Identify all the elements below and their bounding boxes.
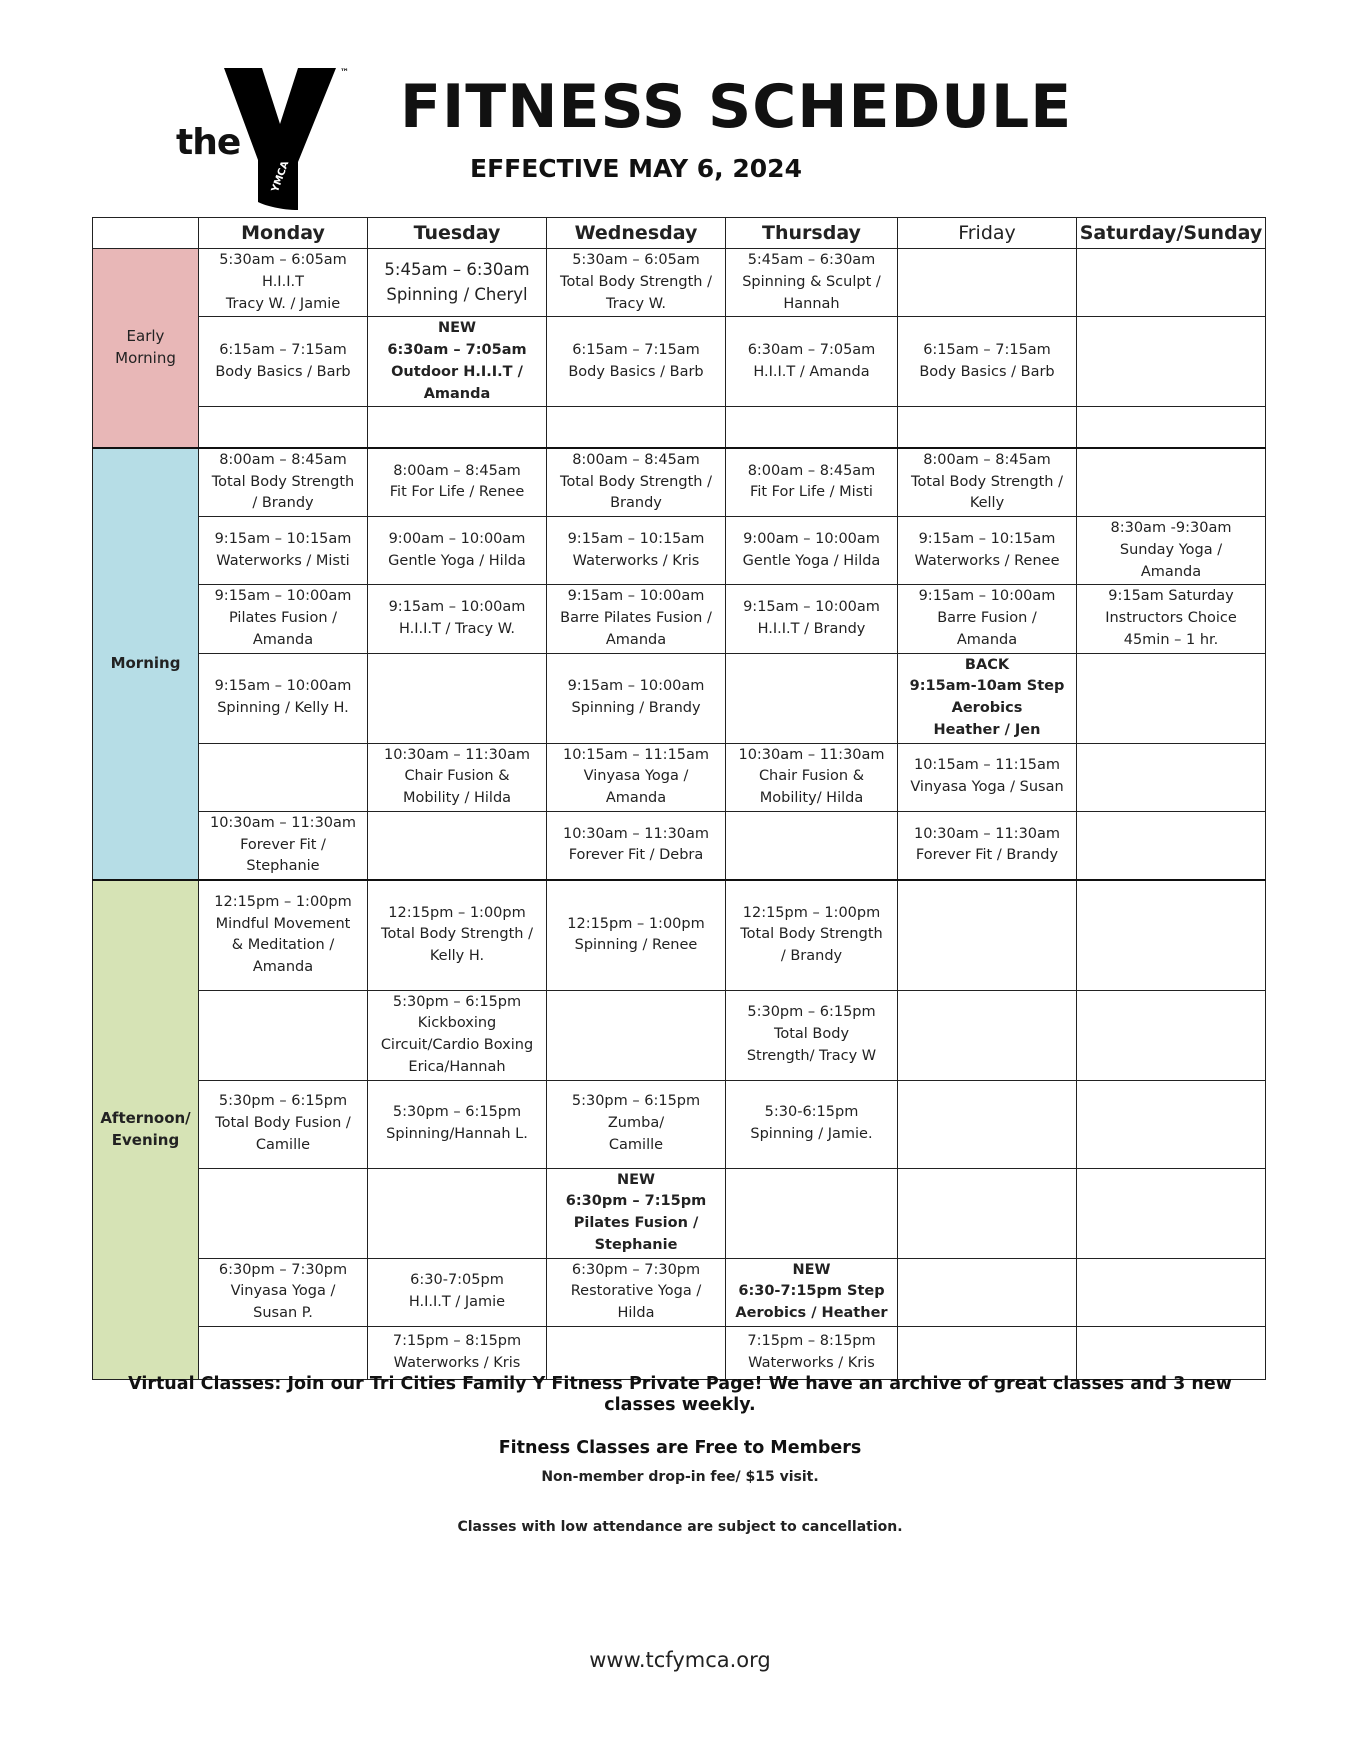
day-header: Saturday/Sunday [1077, 218, 1266, 249]
class-cell: 6:30am – 7:05am H.I.I.T / Amanda [726, 317, 898, 407]
class-cell: 9:00am – 10:00am Gentle Yoga / Hilda [368, 517, 547, 585]
class-cell: 5:45am – 6:30am Spinning / Cheryl [368, 249, 547, 317]
class-cell: 9:15am – 10:00am H.I.I.T / Tracy W. [368, 585, 547, 653]
class-cell: 9:15am – 10:00am Barre Fusion / Amanda [898, 585, 1077, 653]
table-row [93, 585, 1266, 653]
class-cell: 6:15am – 7:15am Body Basics / Barb [898, 317, 1077, 407]
class-cell: 5:30pm – 6:15pm Kickboxing Circuit/Cardio Boxing Erica/Hannah [368, 990, 547, 1080]
class-cell [726, 1168, 898, 1258]
class-cell: 6:30-7:05pm H.I.I.T / Jamie [368, 1258, 547, 1326]
class-cell [1077, 743, 1266, 811]
class-cell [898, 1326, 1077, 1379]
class-cell [368, 407, 547, 448]
class-cell [547, 407, 726, 448]
class-cell [726, 407, 898, 448]
table-row [93, 448, 1266, 517]
day-header-row [93, 218, 1266, 249]
table-row [93, 1080, 1266, 1168]
logo-the-text: the [176, 122, 241, 163]
effective-date: EFFECTIVE MAY 6, 2024 [470, 154, 802, 183]
class-cell [1077, 407, 1266, 448]
period-afternoon-evening: Afternoon/ Evening [93, 880, 199, 1379]
class-cell: 8:00am – 8:45am Fit For Life / Renee [368, 448, 547, 517]
page-title: FITNESS SCHEDULE [400, 72, 1073, 142]
table-row [93, 407, 1266, 448]
class-cell [898, 1258, 1077, 1326]
class-cell [1077, 1326, 1266, 1379]
class-cell [368, 1168, 547, 1258]
class-cell: 7:15pm – 8:15pm Waterworks / Kris [368, 1326, 547, 1379]
virtual-classes-note: Virtual Classes: Join our Tri Cities Family Y Fitness Private Page! We have an archive of great classes and 3 new classes weekly. [128, 1374, 1232, 1415]
day-header: Monday [199, 218, 368, 249]
class-cell-new: NEW 6:30am – 7:05am Outdoor H.I.I.T / Amanda [368, 317, 547, 407]
class-cell: 12:15pm – 1:00pm Spinning / Renee [547, 880, 726, 990]
class-cell: 9:15am – 10:15am Waterworks / Renee [898, 517, 1077, 585]
class-cell [1077, 653, 1266, 743]
class-cell: 9:15am – 10:00am H.I.I.T / Brandy [726, 585, 898, 653]
class-cell: 8:00am – 8:45am Total Body Strength / Brandy [547, 448, 726, 517]
class-cell: 10:30am – 11:30am Chair Fusion & Mobility/ Hilda [726, 743, 898, 811]
class-cell: 8:00am – 8:45am Total Body Strength / Kelly [898, 448, 1077, 517]
ymca-logo [170, 64, 360, 214]
table-row [93, 990, 1266, 1080]
class-cell: 5:45am – 6:30am Spinning & Sculpt / Hannah [726, 249, 898, 317]
day-header: Friday [898, 218, 1077, 249]
class-cell: 9:15am – 10:00am Barre Pilates Fusion / Amanda [547, 585, 726, 653]
table-row [93, 653, 1266, 743]
corner-cell [93, 218, 199, 249]
class-cell: 8:00am – 8:45am Fit For Life / Misti [726, 448, 898, 517]
class-cell [898, 249, 1077, 317]
fitness-schedule-table [92, 217, 1266, 1380]
class-cell: 6:30pm – 7:30pm Vinyasa Yoga / Susan P. [199, 1258, 368, 1326]
class-cell [898, 990, 1077, 1080]
class-cell [1077, 1080, 1266, 1168]
class-cell [1077, 990, 1266, 1080]
table-row [93, 517, 1266, 585]
table-row [93, 1258, 1266, 1326]
table-row [93, 743, 1266, 811]
cancellation-note: Classes with low attendance are subject to cancellation. [457, 1519, 903, 1535]
table-row [93, 1326, 1266, 1379]
class-cell [898, 1080, 1077, 1168]
class-cell: 9:15am – 10:00am Spinning / Brandy [547, 653, 726, 743]
class-cell: 5:30am – 6:05am Total Body Strength / Tracy W. [547, 249, 726, 317]
class-cell [1077, 811, 1266, 880]
table-row [93, 249, 1266, 317]
class-cell-new: NEW 6:30-7:15pm Step Aerobics / Heather [726, 1258, 898, 1326]
class-cell [898, 407, 1077, 448]
day-header: Tuesday [368, 218, 547, 249]
class-cell [1077, 317, 1266, 407]
class-cell: 8:00am – 8:45am Total Body Strength / Brandy [199, 448, 368, 517]
table-row [93, 1168, 1266, 1258]
class-cell [199, 1168, 368, 1258]
class-cell [547, 1326, 726, 1379]
table-row [93, 880, 1266, 990]
class-cell: 5:30am – 6:05am H.I.I.T Tracy W. / Jamie [199, 249, 368, 317]
table-row [93, 811, 1266, 880]
class-cell: 10:30am – 11:30am Chair Fusion & Mobility / Hilda [368, 743, 547, 811]
class-cell: 5:30pm – 6:15pm Total Body Strength/ Tracy W [726, 990, 898, 1080]
class-cell: 9:15am – 10:00am Pilates Fusion / Amanda [199, 585, 368, 653]
class-cell [1077, 1258, 1266, 1326]
class-cell: 10:30am – 11:30am Forever Fit / Debra [547, 811, 726, 880]
class-cell [199, 407, 368, 448]
class-cell [1077, 1168, 1266, 1258]
class-cell [726, 653, 898, 743]
class-cell: 5:30pm – 6:15pm Spinning/Hannah L. [368, 1080, 547, 1168]
class-cell: 12:15pm – 1:00pm Mindful Movement & Meditation / Amanda [199, 880, 368, 990]
class-cell: 5:30pm – 6:15pm Zumba/ Camille [547, 1080, 726, 1168]
class-cell [368, 811, 547, 880]
class-cell [199, 743, 368, 811]
class-cell: 12:15pm – 1:00pm Total Body Strength / Kelly H. [368, 880, 547, 990]
free-to-members-note: Fitness Classes are Free to Members [498, 1438, 862, 1458]
class-cell: 10:30am – 11:30am Forever Fit / Brandy [898, 811, 1077, 880]
logo-ymca-text: YMCA [270, 159, 292, 194]
class-cell [1077, 880, 1266, 990]
class-cell: 9:15am – 10:15am Waterworks / Kris [547, 517, 726, 585]
class-cell-new: NEW 6:30pm – 7:15pm Pilates Fusion / Stephanie [547, 1168, 726, 1258]
class-cell: 12:15pm – 1:00pm Total Body Strength / Brandy [726, 880, 898, 990]
class-cell: 10:15am – 11:15am Vinyasa Yoga / Susan [898, 743, 1077, 811]
day-header: Wednesday [547, 218, 726, 249]
class-cell: 6:15am – 7:15am Body Basics / Barb [547, 317, 726, 407]
class-cell [1077, 249, 1266, 317]
class-cell [547, 990, 726, 1080]
class-cell: 8:30am -9:30am Sunday Yoga / Amanda [1077, 517, 1266, 585]
class-cell: 7:15pm – 8:15pm Waterworks / Kris [726, 1326, 898, 1379]
class-cell [898, 880, 1077, 990]
class-cell: 9:00am – 10:00am Gentle Yoga / Hilda [726, 517, 898, 585]
class-cell [199, 1326, 368, 1379]
day-header: Thursday [726, 218, 898, 249]
class-cell: 5:30-6:15pm Spinning / Jamie. [726, 1080, 898, 1168]
class-cell [1077, 448, 1266, 517]
class-cell: 10:15am – 11:15am Vinyasa Yoga / Amanda [547, 743, 726, 811]
trademark-mark: ™ [340, 68, 349, 78]
class-cell [368, 653, 547, 743]
class-cell [199, 990, 368, 1080]
class-cell: 9:15am – 10:15am Waterworks / Misti [199, 517, 368, 585]
class-cell: 9:15am Saturday Instructors Choice 45min – 1 hr. [1077, 585, 1266, 653]
period-morning: Morning [93, 448, 199, 880]
website-link[interactable]: www.tcfymca.org [589, 1648, 771, 1672]
class-cell: 10:30am – 11:30am Forever Fit / Stephanie [199, 811, 368, 880]
class-cell [898, 1168, 1077, 1258]
class-cell: 9:15am – 10:00am Spinning / Kelly H. [199, 653, 368, 743]
table-row [93, 317, 1266, 407]
class-cell: 6:30pm – 7:30pm Restorative Yoga / Hilda [547, 1258, 726, 1326]
drop-in-fee-note: Non-member drop-in fee/ $15 visit. [541, 1469, 819, 1485]
class-cell-back: BACK 9:15am-10am Step Aerobics Heather / Jen [898, 653, 1077, 743]
class-cell: 5:30pm – 6:15pm Total Body Fusion / Camille [199, 1080, 368, 1168]
period-early-morning: Early Morning [93, 249, 199, 448]
class-cell: 6:15am – 7:15am Body Basics / Barb [199, 317, 368, 407]
class-cell [726, 811, 898, 880]
